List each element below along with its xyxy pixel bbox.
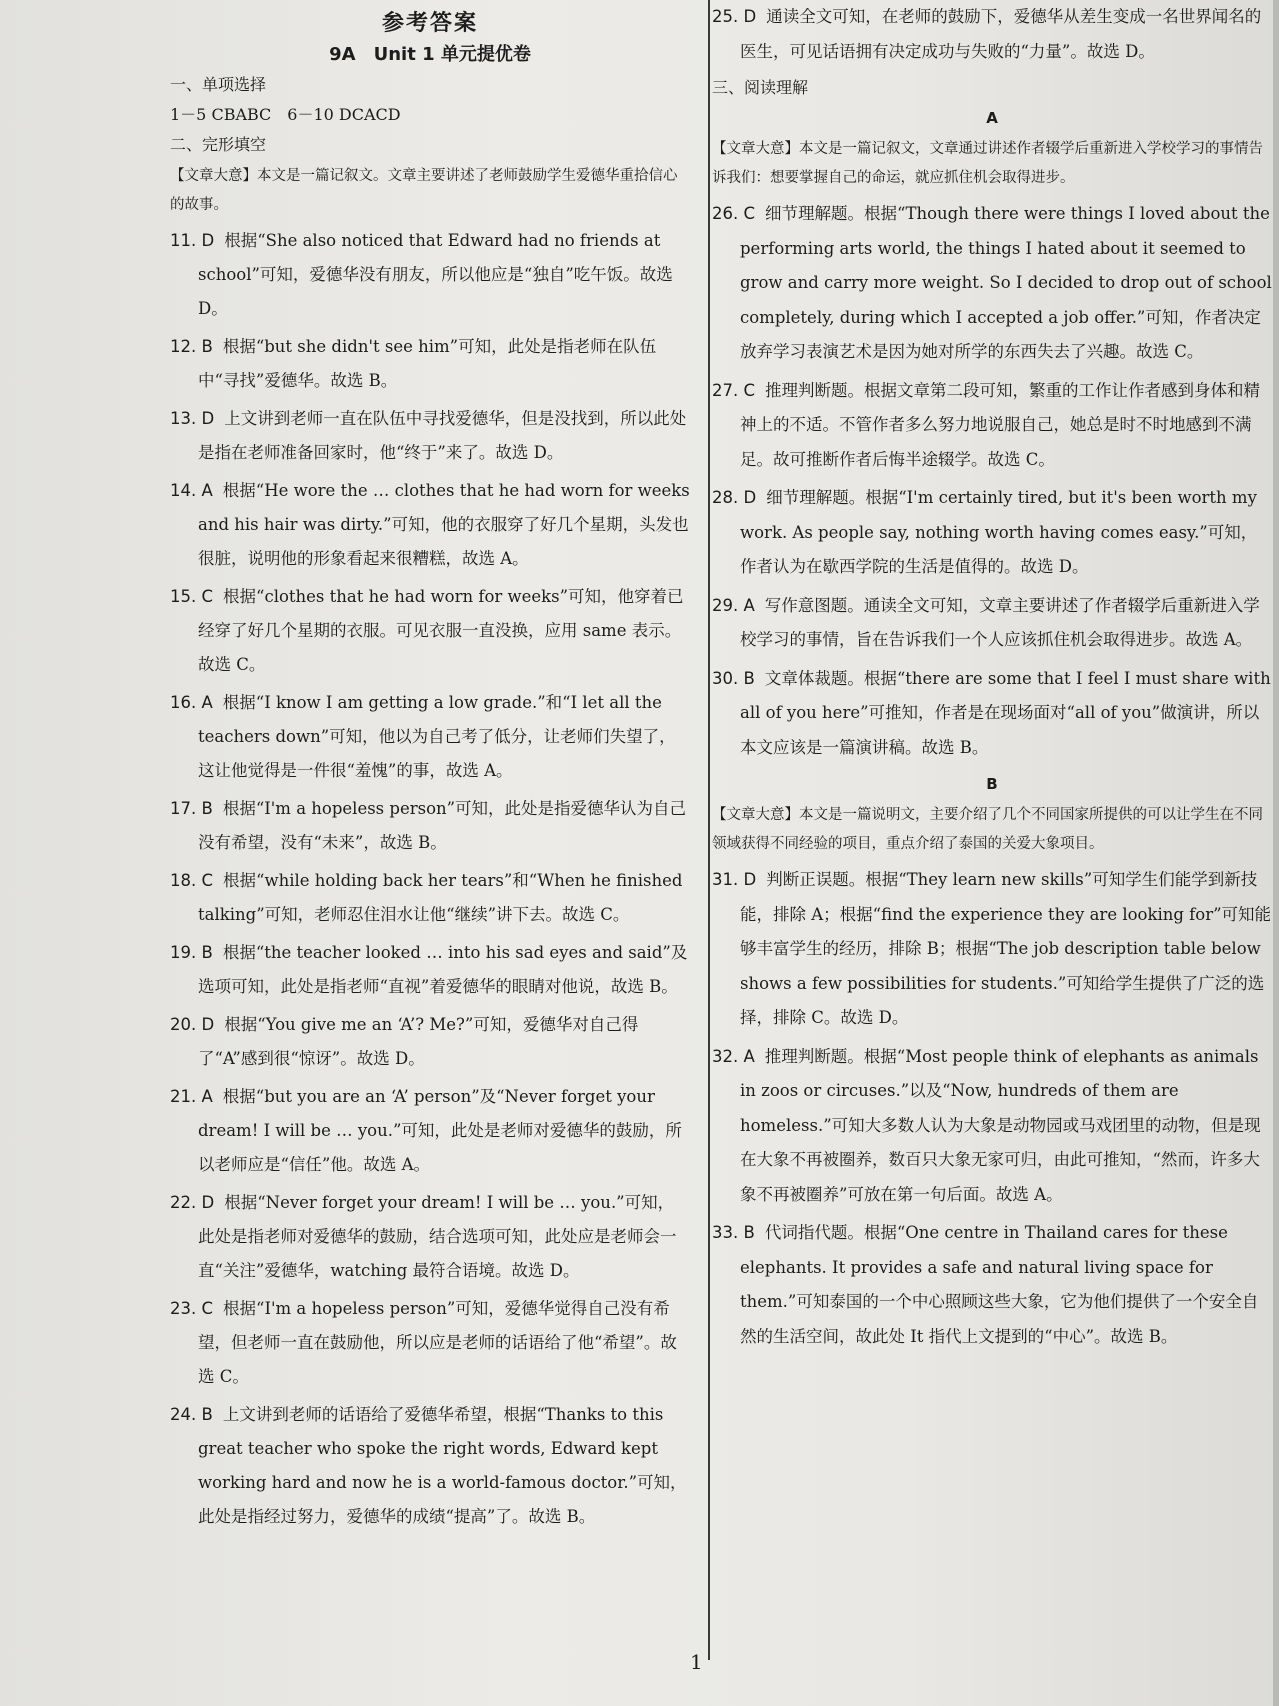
answer-item (170, 1080, 690, 1182)
answer-item (170, 580, 690, 682)
answer-number: 26. C (712, 204, 756, 223)
answer-item (712, 197, 1272, 370)
passage-a-gist: 【文章大意】本文是一篇记叙文，文章通过讲述作者辍学后重新进入学校学习的事情告诉我们：想要掌握自己的命运，就应抓住机会取得进步。 (712, 141, 1263, 186)
answer-explanation: 写作意图题。通读全文可知，文章主要讲述了作者辍学后重新进入学校学习的事情，旨在告诉我们一个人应该抓住机会取得进步。故选 A。 (740, 595, 1260, 649)
section-reading: 三、阅读理解 (712, 78, 809, 97)
answer-number: 17. B (170, 799, 213, 818)
answer-item (170, 1292, 690, 1394)
answer-item (712, 1216, 1272, 1354)
answer-explanation: 根据“I know I am getting a low grade.”和“I let all the teachers down”可知，他以为自己考了低分，让老师们失望了，这让他觉得是一件很“羞愧”的事，故选 A。 (198, 693, 676, 780)
answer-number: 25. D (712, 7, 757, 26)
answer-explanation: 根据“the teacher looked … into his sad eyes and said”及选项可知，此处是指老师“直视”着爱德华的眼睛对他说，故选 B。 (198, 943, 688, 996)
answer-explanation: 文章体裁题。根据“there are some that I feel I must share with all of you here”可推知，作者是在现场面对“all of you”做演讲，所以本文应该是一篇演讲稿。故选 B。 (740, 668, 1271, 757)
cloze-gist: 【文章大意】本文是一篇记叙文。文章主要讲述了老师鼓励学生爱德华重拾信心的故事。 (170, 168, 678, 213)
answer-number: 13. D (170, 409, 215, 428)
answer-number: 11. D (170, 231, 215, 250)
answer-explanation: 细节理解题。根据“Though there were things I loved about the performing arts world, the things I hated about it seemed to grow and carry more weight. So I decided to drop out of school completely, during which I accepted a job offer.”可知，作者决定放弃学习表演艺术是因为她对所学的东西失去了兴趣。故选 C。 (740, 204, 1272, 361)
answer-number: 30. B (712, 668, 755, 688)
answer-explanation: 根据“but you are an ‘A’ person”及“Never forget your dream! I will be … you.”可知，此处是老师对爱德华的鼓励，所以老师应是“信任”他。故选 A。 (198, 1087, 682, 1174)
answer-item (170, 686, 690, 788)
column-divider (708, 0, 710, 1660)
answer-number: 12. B (170, 337, 213, 356)
answer-number: 32. A (712, 1046, 755, 1066)
answer-number: 22. D (170, 1193, 215, 1212)
single-choice-answers: 1－5 CBABC 6－10 DCACD (170, 105, 401, 124)
answer-number: 18. C (170, 871, 214, 890)
answer-number: 31. D (712, 870, 757, 889)
answer-explanation: 根据“I'm a hopeless person”可知，爱德华觉得自己没有希望，但老师一直在鼓励他，所以应是老师的话语给了他“希望”。故选 C。 (198, 1299, 677, 1386)
answer-number: 28. D (712, 488, 757, 507)
passage-a-items (712, 197, 1272, 765)
answer-item (712, 1040, 1272, 1213)
page-number: 1 (690, 1650, 703, 1674)
answer-number: 14. A (170, 481, 213, 500)
answer-explanation: 根据“You give me an ‘A’? Me?”可知，爱德华对自己得了“A”感到很“惊讶”。故选 D。 (198, 1015, 639, 1068)
answer-item (170, 224, 690, 326)
answer-explanation: 上文讲到老师的话语给了爱德华希望，根据“Thanks to this great teacher who spoke the right words, Edward kept working hard and now he is a world-famous doctor.”可知，此处是指经过努力，爱德华的成绩“提高”了。故选 B。 (198, 1405, 687, 1526)
answer-number: 16. A (170, 693, 213, 712)
answer-item (712, 374, 1272, 478)
unit-title: 9A Unit 1 单元提优卷 (329, 44, 531, 65)
answer-item (170, 474, 690, 576)
section-cloze: 二、完形填空 (170, 135, 267, 154)
answer-number: 23. C (170, 1299, 214, 1318)
answer-item (712, 589, 1272, 658)
answer-item (170, 1186, 690, 1288)
answer-explanation: 根据“She also noticed that Edward had no friends at school”可知，爱德华没有朋友，所以他应是“独自”吃午饭。故选 D。 (198, 231, 673, 318)
answer-explanation: 细节理解题。根据“I'm certainly tired, but it's been worth my work. As people say, nothing worth having comes easy.”可知，作者认为在歇西学院的生活是值得的。故选 D。 (740, 488, 1258, 576)
section-single-choice: 一、单项选择 (170, 75, 267, 94)
answer-explanation: 判断正误题。根据“They learn new skills”可知学生们能学到新技能，排除 A；根据“find the experience they are looking for”可知能够丰富学生的经历，排除 B；根据“The job description table below shows a few possibilities for students.”可知给学生提供了广泛的选择，排除 C。故选 D。 (740, 870, 1272, 1027)
page-title: 参考答案 (381, 11, 478, 36)
answer-number: 19. B (170, 943, 213, 962)
answer-item (170, 402, 690, 470)
answer-item (170, 864, 690, 932)
answer-number: 33. B (712, 1223, 755, 1242)
answer-item (170, 936, 690, 1004)
answer-explanation: 上文讲到老师一直在队伍中寻找爱德华，但是没找到，所以此处是指在老师准备回家时，他“终于”来了。故选 D。 (198, 409, 687, 462)
answer-number: 21. A (170, 1087, 213, 1106)
answer-explanation: 根据“Never forget your dream! I will be … you.”可知，此处是指老师对爱德华的鼓励，结合选项可知，此处应是老师会一直“关注”爱德华，watching 最符合语境。故选 D。 (198, 1193, 677, 1280)
answer-explanation: 根据“I'm a hopeless person”可知，此处是指爱德华认为自己没有希望，没有“未来”，故选 B。 (198, 799, 687, 852)
answer-number: 20. D (170, 1015, 215, 1034)
left-column (170, 0, 690, 1538)
answer-item (712, 863, 1272, 1036)
answer-explanation: 根据“but she didn't see him”可知，此处是指老师在队伍中“寻找”爱德华。故选 B。 (198, 337, 657, 390)
answer-item (170, 1008, 690, 1076)
page-edge (1273, 0, 1279, 1706)
answer-item (170, 1398, 690, 1534)
passage-b-label: B (986, 775, 998, 793)
passage-b-items (712, 863, 1272, 1354)
answer-explanation: 根据“He wore the … clothes that he had worn for weeks and his hair was dirty.”可知，他的衣服穿了好几个星期，头发也很脏，说明他的形象看起来很糟糕，故选 A。 (198, 481, 690, 568)
answer-item-25 (712, 0, 1272, 69)
answer-explanation: 通读全文可知，在老师的鼓励下，爱德华从差生变成一名世界闻名的医生，可见话语拥有决定成功与失败的“力量”。故选 D。 (740, 7, 1262, 61)
answer-number: 15. C (170, 587, 214, 606)
answer-number: 29. A (712, 595, 755, 615)
answer-item (170, 792, 690, 860)
answer-explanation: 推理判断题。根据文章第二段可知，繁重的工作让作者感到身体和精神上的不适。不管作者多么努力地说服自己，她总是时不时地感到不满足。故可推断作者后悔半途辍学。故选 C。 (740, 380, 1261, 469)
answer-number: 24. B (170, 1405, 213, 1424)
cloze-items (170, 224, 690, 1534)
answer-explanation: 代词指代题。根据“One centre in Thailand cares for these elephants. It provides a safe and natural living space for them.”可知泰国的一个中心照顾这些大象，它为他们提供了一个安全自然的生活空间，故此处 It 指代上文提到的“中心”。故选 B。 (740, 1223, 1259, 1346)
answer-explanation: 根据“while holding back her tears”和“When he finished talking”可知，老师忍住泪水让他“继续”讲下去。故选 C。 (198, 871, 683, 924)
passage-b-gist: 【文章大意】本文是一篇说明文，主要介绍了几个不同国家所提供的可以让学生在不同领域获得不同经验的项目，重点介绍了泰国的关爱大象项目。 (712, 807, 1263, 852)
passage-a-label: A (986, 109, 998, 127)
right-column (712, 0, 1272, 1358)
answer-number: 27. C (712, 380, 756, 400)
answer-item (170, 330, 690, 398)
answer-explanation: 推理判断题。根据“Most people think of elephants as animals in zoos or circuses.”以及“Now, hundreds of them are homeless.”可知大多数人认为大象是动物园或马戏团里的动物，但是现在大象不再被圈养，数百只大象无家可归，由此可推知，“然而，许多大象不再被圈养”可放在第一句后面。故选 A。 (740, 1046, 1261, 1204)
answer-item (712, 662, 1272, 766)
answer-item (712, 481, 1272, 585)
answer-explanation: 根据“clothes that he had worn for weeks”可知，他穿着已经穿了好几个星期的衣服。可见衣服一直没换，应用 same 表示。故选 C。 (198, 587, 684, 674)
